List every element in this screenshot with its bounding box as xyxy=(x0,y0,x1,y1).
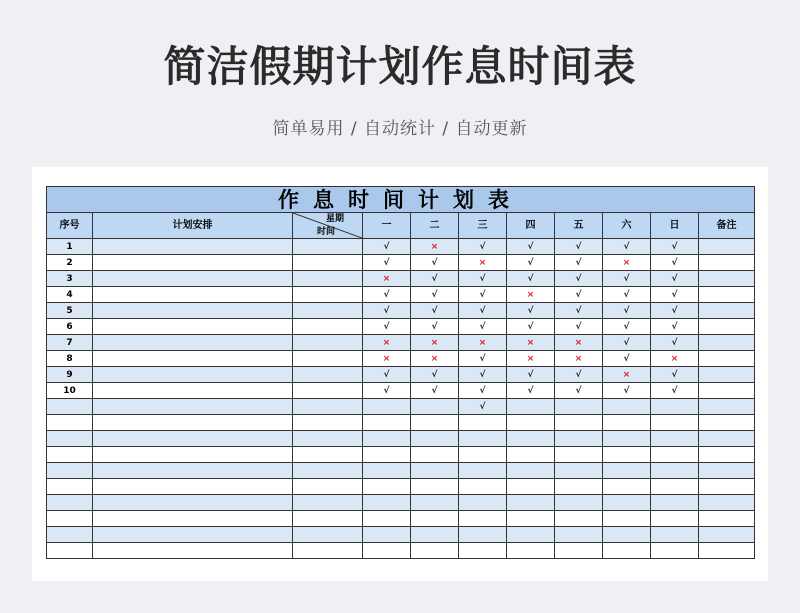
day-mark-cell[interactable]: √ xyxy=(507,255,555,271)
day-mark-cell[interactable]: √ xyxy=(555,271,603,287)
table-row xyxy=(47,255,755,271)
header-index: 序号 xyxy=(47,213,93,239)
day-mark-cell[interactable] xyxy=(603,415,651,431)
day-mark-cell[interactable]: √ xyxy=(651,335,699,351)
day-mark-cell[interactable]: √ xyxy=(363,367,411,383)
day-mark-cell[interactable]: × xyxy=(363,335,411,351)
time-cell[interactable] xyxy=(293,431,363,447)
day-mark-cell[interactable]: √ xyxy=(651,271,699,287)
day-mark-cell[interactable]: √ xyxy=(555,255,603,271)
header-day-sun: 日 xyxy=(651,213,699,239)
day-mark-cell[interactable]: × xyxy=(411,335,459,351)
day-mark-cell[interactable]: × xyxy=(459,255,507,271)
day-mark-cell[interactable]: √ xyxy=(651,239,699,255)
day-mark-cell[interactable] xyxy=(363,543,411,559)
plan-cell[interactable] xyxy=(93,239,293,255)
day-mark-cell[interactable]: √ xyxy=(363,303,411,319)
day-mark-cell[interactable]: √ xyxy=(507,271,555,287)
day-mark-cell[interactable]: × xyxy=(363,271,411,287)
row-index xyxy=(47,415,93,431)
day-mark-cell[interactable] xyxy=(555,527,603,543)
day-mark-cell[interactable]: √ xyxy=(603,303,651,319)
note-cell[interactable] xyxy=(699,303,755,319)
row-index xyxy=(47,447,93,463)
header-day-sat: 六 xyxy=(603,213,651,239)
page-subtitle: 简单易用 / 自动统计 / 自动更新 xyxy=(272,119,528,139)
day-mark-cell[interactable]: √ xyxy=(459,239,507,255)
day-mark-cell[interactable] xyxy=(507,495,555,511)
plan-cell[interactable] xyxy=(93,431,293,447)
plan-cell[interactable] xyxy=(93,319,293,335)
row-index xyxy=(47,527,93,543)
day-mark-cell[interactable] xyxy=(507,463,555,479)
header-day-fri: 五 xyxy=(555,213,603,239)
row-index xyxy=(47,543,93,559)
sheet-title: 作息时间计划表 xyxy=(47,187,755,213)
row-index: 5 xyxy=(47,303,93,319)
day-mark-cell[interactable]: × xyxy=(603,367,651,383)
day-mark-cell[interactable] xyxy=(459,431,507,447)
header-day-mon: 一 xyxy=(363,213,411,239)
day-mark-cell[interactable] xyxy=(363,479,411,495)
time-cell[interactable] xyxy=(293,383,363,399)
plan-cell[interactable] xyxy=(93,303,293,319)
header-day-tue: 二 xyxy=(411,213,459,239)
row-index: 6 xyxy=(47,319,93,335)
day-mark-cell[interactable]: √ xyxy=(507,367,555,383)
day-mark-cell[interactable] xyxy=(363,527,411,543)
day-mark-cell[interactable] xyxy=(459,447,507,463)
note-cell[interactable] xyxy=(699,367,755,383)
plan-cell[interactable] xyxy=(93,479,293,495)
row-index xyxy=(47,463,93,479)
day-mark-cell[interactable] xyxy=(459,495,507,511)
table-row xyxy=(47,335,755,351)
day-mark-cell[interactable]: × xyxy=(507,351,555,367)
note-cell[interactable] xyxy=(699,287,755,303)
day-mark-cell[interactable] xyxy=(603,479,651,495)
day-mark-cell[interactable]: √ xyxy=(555,239,603,255)
day-mark-cell[interactable]: √ xyxy=(651,367,699,383)
day-mark-cell[interactable] xyxy=(411,431,459,447)
day-mark-cell[interactable] xyxy=(411,511,459,527)
day-mark-cell[interactable]: √ xyxy=(507,303,555,319)
row-index: 9 xyxy=(47,367,93,383)
header-diagonal-cell xyxy=(293,213,363,239)
day-mark-cell[interactable] xyxy=(459,527,507,543)
time-cell[interactable] xyxy=(293,287,363,303)
time-cell[interactable] xyxy=(293,351,363,367)
table-row xyxy=(47,447,755,463)
day-mark-cell[interactable] xyxy=(603,463,651,479)
day-mark-cell[interactable] xyxy=(507,479,555,495)
day-mark-cell[interactable]: √ xyxy=(603,335,651,351)
note-cell[interactable] xyxy=(699,495,755,511)
day-mark-cell[interactable]: √ xyxy=(411,383,459,399)
day-mark-cell[interactable] xyxy=(411,479,459,495)
table-row xyxy=(47,479,755,495)
day-mark-cell[interactable] xyxy=(507,431,555,447)
day-mark-cell[interactable] xyxy=(363,511,411,527)
time-cell[interactable] xyxy=(293,415,363,431)
plan-cell[interactable] xyxy=(93,543,293,559)
note-cell[interactable] xyxy=(699,511,755,527)
header-day-wed: 三 xyxy=(459,213,507,239)
day-mark-cell[interactable] xyxy=(651,463,699,479)
day-mark-cell[interactable]: √ xyxy=(459,399,507,415)
note-cell[interactable] xyxy=(699,383,755,399)
day-mark-cell[interactable]: √ xyxy=(363,239,411,255)
day-mark-cell[interactable] xyxy=(411,447,459,463)
plan-cell[interactable] xyxy=(93,415,293,431)
time-cell[interactable] xyxy=(293,543,363,559)
day-mark-cell[interactable]: √ xyxy=(507,319,555,335)
header-weekday-label: 星期 xyxy=(325,214,344,224)
table-row xyxy=(47,463,755,479)
day-mark-cell[interactable] xyxy=(651,495,699,511)
day-mark-cell[interactable]: √ xyxy=(507,239,555,255)
day-mark-cell[interactable] xyxy=(603,511,651,527)
day-mark-cell[interactable] xyxy=(411,415,459,431)
row-index: 2 xyxy=(47,255,93,271)
day-mark-cell[interactable]: √ xyxy=(459,351,507,367)
plan-cell[interactable] xyxy=(93,383,293,399)
day-mark-cell[interactable] xyxy=(555,511,603,527)
day-mark-cell[interactable] xyxy=(459,463,507,479)
day-mark-cell[interactable]: × xyxy=(507,287,555,303)
day-mark-cell[interactable]: √ xyxy=(459,319,507,335)
note-cell[interactable] xyxy=(699,463,755,479)
schedule-table xyxy=(46,186,755,559)
day-mark-cell[interactable] xyxy=(555,415,603,431)
plan-cell[interactable] xyxy=(93,367,293,383)
header-note: 备注 xyxy=(699,213,755,239)
day-mark-cell[interactable] xyxy=(603,495,651,511)
day-mark-cell[interactable]: × xyxy=(363,351,411,367)
day-mark-cell[interactable]: √ xyxy=(459,303,507,319)
row-index: 10 xyxy=(47,383,93,399)
day-mark-cell[interactable] xyxy=(363,463,411,479)
day-mark-cell[interactable] xyxy=(651,543,699,559)
day-mark-cell[interactable]: √ xyxy=(459,287,507,303)
day-mark-cell[interactable] xyxy=(555,543,603,559)
plan-cell[interactable] xyxy=(93,511,293,527)
day-mark-cell[interactable]: √ xyxy=(411,319,459,335)
day-mark-cell[interactable]: √ xyxy=(603,271,651,287)
day-mark-cell[interactable] xyxy=(363,447,411,463)
time-cell[interactable] xyxy=(293,511,363,527)
day-mark-cell[interactable] xyxy=(363,415,411,431)
plan-cell[interactable] xyxy=(93,271,293,287)
day-mark-cell[interactable]: × xyxy=(507,335,555,351)
day-mark-cell[interactable] xyxy=(651,527,699,543)
day-mark-cell[interactable] xyxy=(651,399,699,415)
row-index: 1 xyxy=(47,239,93,255)
day-mark-cell[interactable]: √ xyxy=(459,367,507,383)
time-cell[interactable] xyxy=(293,239,363,255)
time-cell[interactable] xyxy=(293,527,363,543)
note-cell[interactable] xyxy=(699,415,755,431)
note-cell[interactable] xyxy=(699,447,755,463)
note-cell[interactable] xyxy=(699,543,755,559)
plan-cell[interactable] xyxy=(93,255,293,271)
day-mark-cell[interactable]: √ xyxy=(651,287,699,303)
day-mark-cell[interactable]: √ xyxy=(555,319,603,335)
header-time-label: 时间 xyxy=(317,227,336,237)
table-row xyxy=(47,527,755,543)
note-cell[interactable] xyxy=(699,351,755,367)
time-cell[interactable] xyxy=(293,255,363,271)
table-row xyxy=(47,351,755,367)
day-mark-cell[interactable] xyxy=(603,527,651,543)
day-mark-cell[interactable] xyxy=(411,527,459,543)
header-row xyxy=(47,213,755,239)
day-mark-cell[interactable]: √ xyxy=(555,287,603,303)
day-mark-cell[interactable] xyxy=(459,415,507,431)
day-mark-cell[interactable]: √ xyxy=(411,303,459,319)
table-row xyxy=(47,319,755,335)
row-index xyxy=(47,399,93,415)
day-mark-cell[interactable]: √ xyxy=(363,383,411,399)
note-cell[interactable] xyxy=(699,255,755,271)
time-cell[interactable] xyxy=(293,447,363,463)
day-mark-cell[interactable] xyxy=(411,543,459,559)
time-cell[interactable] xyxy=(293,399,363,415)
note-cell[interactable] xyxy=(699,527,755,543)
day-mark-cell[interactable] xyxy=(651,447,699,463)
plan-cell[interactable] xyxy=(93,287,293,303)
note-cell[interactable] xyxy=(699,239,755,255)
table-row xyxy=(47,511,755,527)
page-title: 简洁假期计划作息时间表 xyxy=(163,42,637,91)
note-cell[interactable] xyxy=(699,431,755,447)
plan-cell[interactable] xyxy=(93,463,293,479)
day-mark-cell[interactable] xyxy=(363,495,411,511)
day-mark-cell[interactable]: √ xyxy=(507,383,555,399)
day-mark-cell[interactable]: √ xyxy=(411,367,459,383)
table-row xyxy=(47,543,755,559)
day-mark-cell[interactable] xyxy=(507,399,555,415)
note-cell[interactable] xyxy=(699,319,755,335)
time-cell[interactable] xyxy=(293,303,363,319)
day-mark-cell[interactable]: √ xyxy=(603,239,651,255)
day-mark-cell[interactable] xyxy=(459,479,507,495)
day-mark-cell[interactable] xyxy=(603,399,651,415)
table-row xyxy=(47,287,755,303)
row-index: 8 xyxy=(47,351,93,367)
day-mark-cell[interactable]: √ xyxy=(651,255,699,271)
day-mark-cell[interactable]: √ xyxy=(555,367,603,383)
day-mark-cell[interactable]: × xyxy=(411,351,459,367)
day-mark-cell[interactable] xyxy=(603,447,651,463)
day-mark-cell[interactable] xyxy=(507,511,555,527)
day-mark-cell[interactable]: √ xyxy=(603,383,651,399)
plan-cell[interactable] xyxy=(93,399,293,415)
day-mark-cell[interactable] xyxy=(411,463,459,479)
plan-cell[interactable] xyxy=(93,447,293,463)
day-mark-cell[interactable] xyxy=(651,511,699,527)
day-mark-cell[interactable] xyxy=(411,399,459,415)
table-row xyxy=(47,303,755,319)
note-cell[interactable] xyxy=(699,399,755,415)
day-mark-cell[interactable]: √ xyxy=(411,271,459,287)
day-mark-cell[interactable]: × xyxy=(555,351,603,367)
day-mark-cell[interactable]: × xyxy=(411,239,459,255)
note-cell[interactable] xyxy=(699,335,755,351)
day-mark-cell[interactable]: √ xyxy=(603,319,651,335)
time-cell[interactable] xyxy=(293,479,363,495)
sheet-card xyxy=(32,167,768,581)
day-mark-cell[interactable] xyxy=(651,431,699,447)
day-mark-cell[interactable]: √ xyxy=(459,383,507,399)
table-row xyxy=(47,367,755,383)
day-mark-cell[interactable] xyxy=(507,527,555,543)
day-mark-cell[interactable]: × xyxy=(651,351,699,367)
time-cell[interactable] xyxy=(293,271,363,287)
day-mark-cell[interactable]: √ xyxy=(363,255,411,271)
time-cell[interactable] xyxy=(293,495,363,511)
row-index: 3 xyxy=(47,271,93,287)
day-mark-cell[interactable] xyxy=(555,463,603,479)
day-mark-cell[interactable]: √ xyxy=(459,271,507,287)
note-cell[interactable] xyxy=(699,479,755,495)
row-index xyxy=(47,431,93,447)
day-mark-cell[interactable] xyxy=(555,479,603,495)
table-row xyxy=(47,431,755,447)
day-mark-cell[interactable] xyxy=(555,431,603,447)
day-mark-cell[interactable] xyxy=(603,543,651,559)
day-mark-cell[interactable] xyxy=(651,415,699,431)
time-cell[interactable] xyxy=(293,367,363,383)
day-mark-cell[interactable] xyxy=(507,543,555,559)
plan-cell[interactable] xyxy=(93,495,293,511)
table-row xyxy=(47,239,755,255)
day-mark-cell[interactable] xyxy=(363,431,411,447)
day-mark-cell[interactable] xyxy=(507,415,555,431)
day-mark-cell[interactable] xyxy=(603,431,651,447)
day-mark-cell[interactable]: √ xyxy=(651,383,699,399)
day-mark-cell[interactable] xyxy=(459,511,507,527)
day-mark-cell[interactable]: √ xyxy=(603,287,651,303)
day-mark-cell[interactable]: √ xyxy=(603,351,651,367)
day-mark-cell[interactable] xyxy=(459,543,507,559)
day-mark-cell[interactable] xyxy=(555,447,603,463)
table-row xyxy=(47,271,755,287)
day-mark-cell[interactable]: √ xyxy=(411,255,459,271)
day-mark-cell[interactable] xyxy=(651,479,699,495)
note-cell[interactable] xyxy=(699,271,755,287)
table-row xyxy=(47,415,755,431)
time-cell[interactable] xyxy=(293,463,363,479)
row-index xyxy=(47,511,93,527)
row-index: 7 xyxy=(47,335,93,351)
day-mark-cell[interactable]: √ xyxy=(363,319,411,335)
day-mark-cell[interactable] xyxy=(555,495,603,511)
day-mark-cell[interactable]: √ xyxy=(363,287,411,303)
table-row xyxy=(47,383,755,399)
day-mark-cell[interactable]: √ xyxy=(651,319,699,335)
day-mark-cell[interactable]: × xyxy=(603,255,651,271)
table-row xyxy=(47,495,755,511)
day-mark-cell[interactable]: √ xyxy=(555,303,603,319)
time-cell[interactable] xyxy=(293,319,363,335)
day-mark-cell[interactable] xyxy=(411,495,459,511)
day-mark-cell[interactable]: × xyxy=(555,335,603,351)
row-index xyxy=(47,495,93,511)
day-mark-cell[interactable]: √ xyxy=(555,383,603,399)
day-mark-cell[interactable]: √ xyxy=(651,303,699,319)
row-index: 4 xyxy=(47,287,93,303)
header-plan: 计划安排 xyxy=(93,213,293,239)
header-day-thu: 四 xyxy=(507,213,555,239)
day-mark-cell[interactable]: × xyxy=(459,335,507,351)
time-cell[interactable] xyxy=(293,335,363,351)
day-mark-cell[interactable] xyxy=(555,399,603,415)
day-mark-cell[interactable] xyxy=(507,447,555,463)
day-mark-cell[interactable] xyxy=(363,399,411,415)
plan-cell[interactable] xyxy=(93,335,293,351)
row-index xyxy=(47,479,93,495)
day-mark-cell[interactable]: √ xyxy=(411,287,459,303)
plan-cell[interactable] xyxy=(93,527,293,543)
plan-cell[interactable] xyxy=(93,351,293,367)
table-row xyxy=(47,399,755,415)
